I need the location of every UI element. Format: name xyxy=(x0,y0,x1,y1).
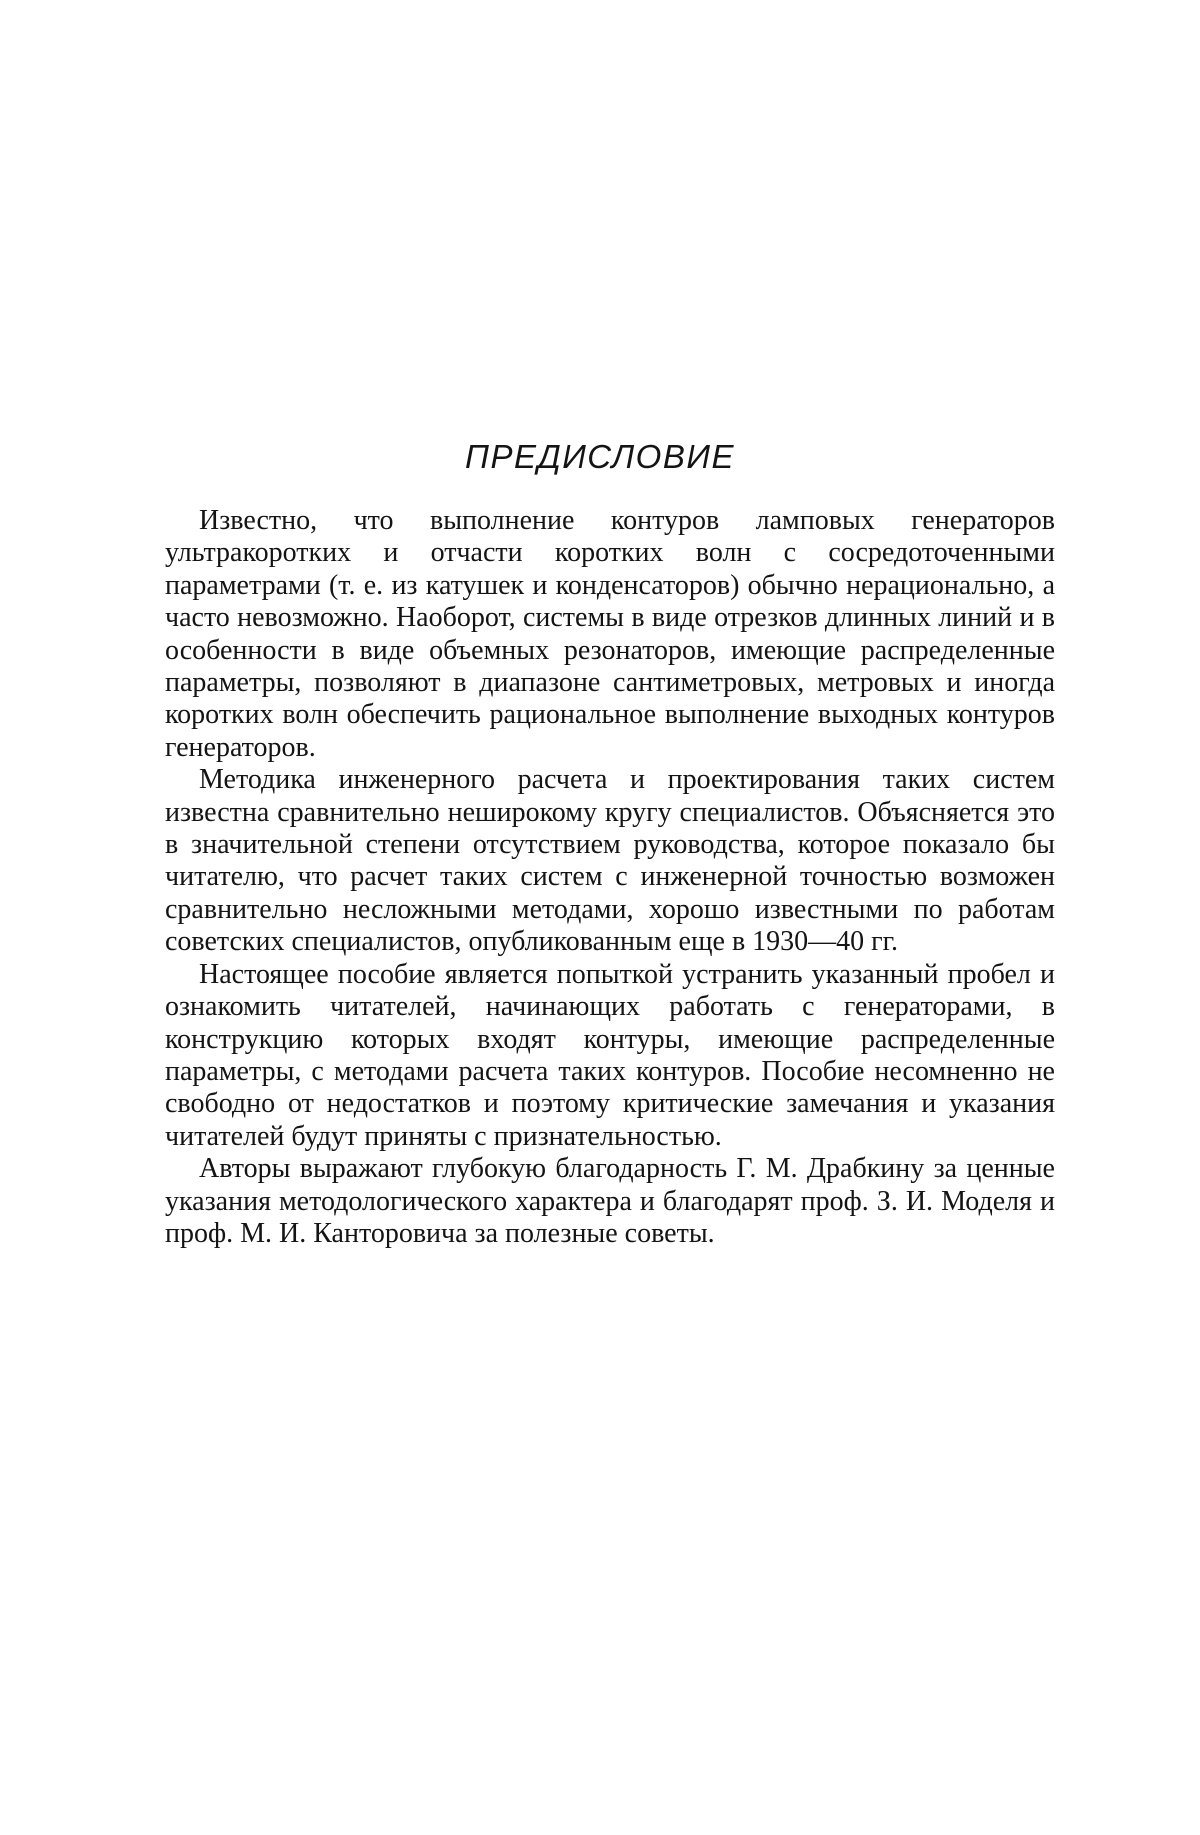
paragraph-3: Настоящее пособие является попыткой устранить указанный пробел и ознакомить читателей, начинающих работать с генераторами, в конструкцию которых входят контуры, имеющие распределенные параметры, с методами расчета таких контуров. Пособие несомненно не свободно от недостатков и поэтому критические замечания и указания читателей будут приняты с признательностью. xyxy=(165,958,1055,1152)
paragraph-2: Методика инженерного расчета и проектирования таких систем известна сравнительно неширокому кругу специалистов. Объясняется это в значительной степени отсутствием руководства, которое показало бы читателю, что расчет таких систем с инженерной точностью возможен сравнительно несложными методами, хорошо известными по работам советских специалистов, опубликованным еще в 1930—40 гг. xyxy=(165,764,1055,958)
paragraph-4: Авторы выражают глубокую благодарность Г. М. Драбкину за ценные указания методологического характера и благодарят проф. З. И. Моделя и проф. М. И. Канторовича за полезные советы. xyxy=(165,1153,1055,1249)
preface-body xyxy=(165,505,1055,1250)
paragraph-1: Известно, что выполнение контуров ламповых генераторов ультракоротких и отчасти коротких волн с сосредоточенными параметрами (т. е. из катушек и конденсаторов) обычно нерационально, а часто невозможно. Наоборот, системы в виде отрезков длинных линий и в особенности в виде объемных резонаторов, имеющие распределенные параметры, позволяют в диапазоне сантиметровых, метровых и иногда коротких волн обеспечить рациональное выполнение выходных контуров генераторов. xyxy=(165,505,1055,763)
preface-heading: ПРЕДИСЛОВИЕ xyxy=(465,438,735,475)
